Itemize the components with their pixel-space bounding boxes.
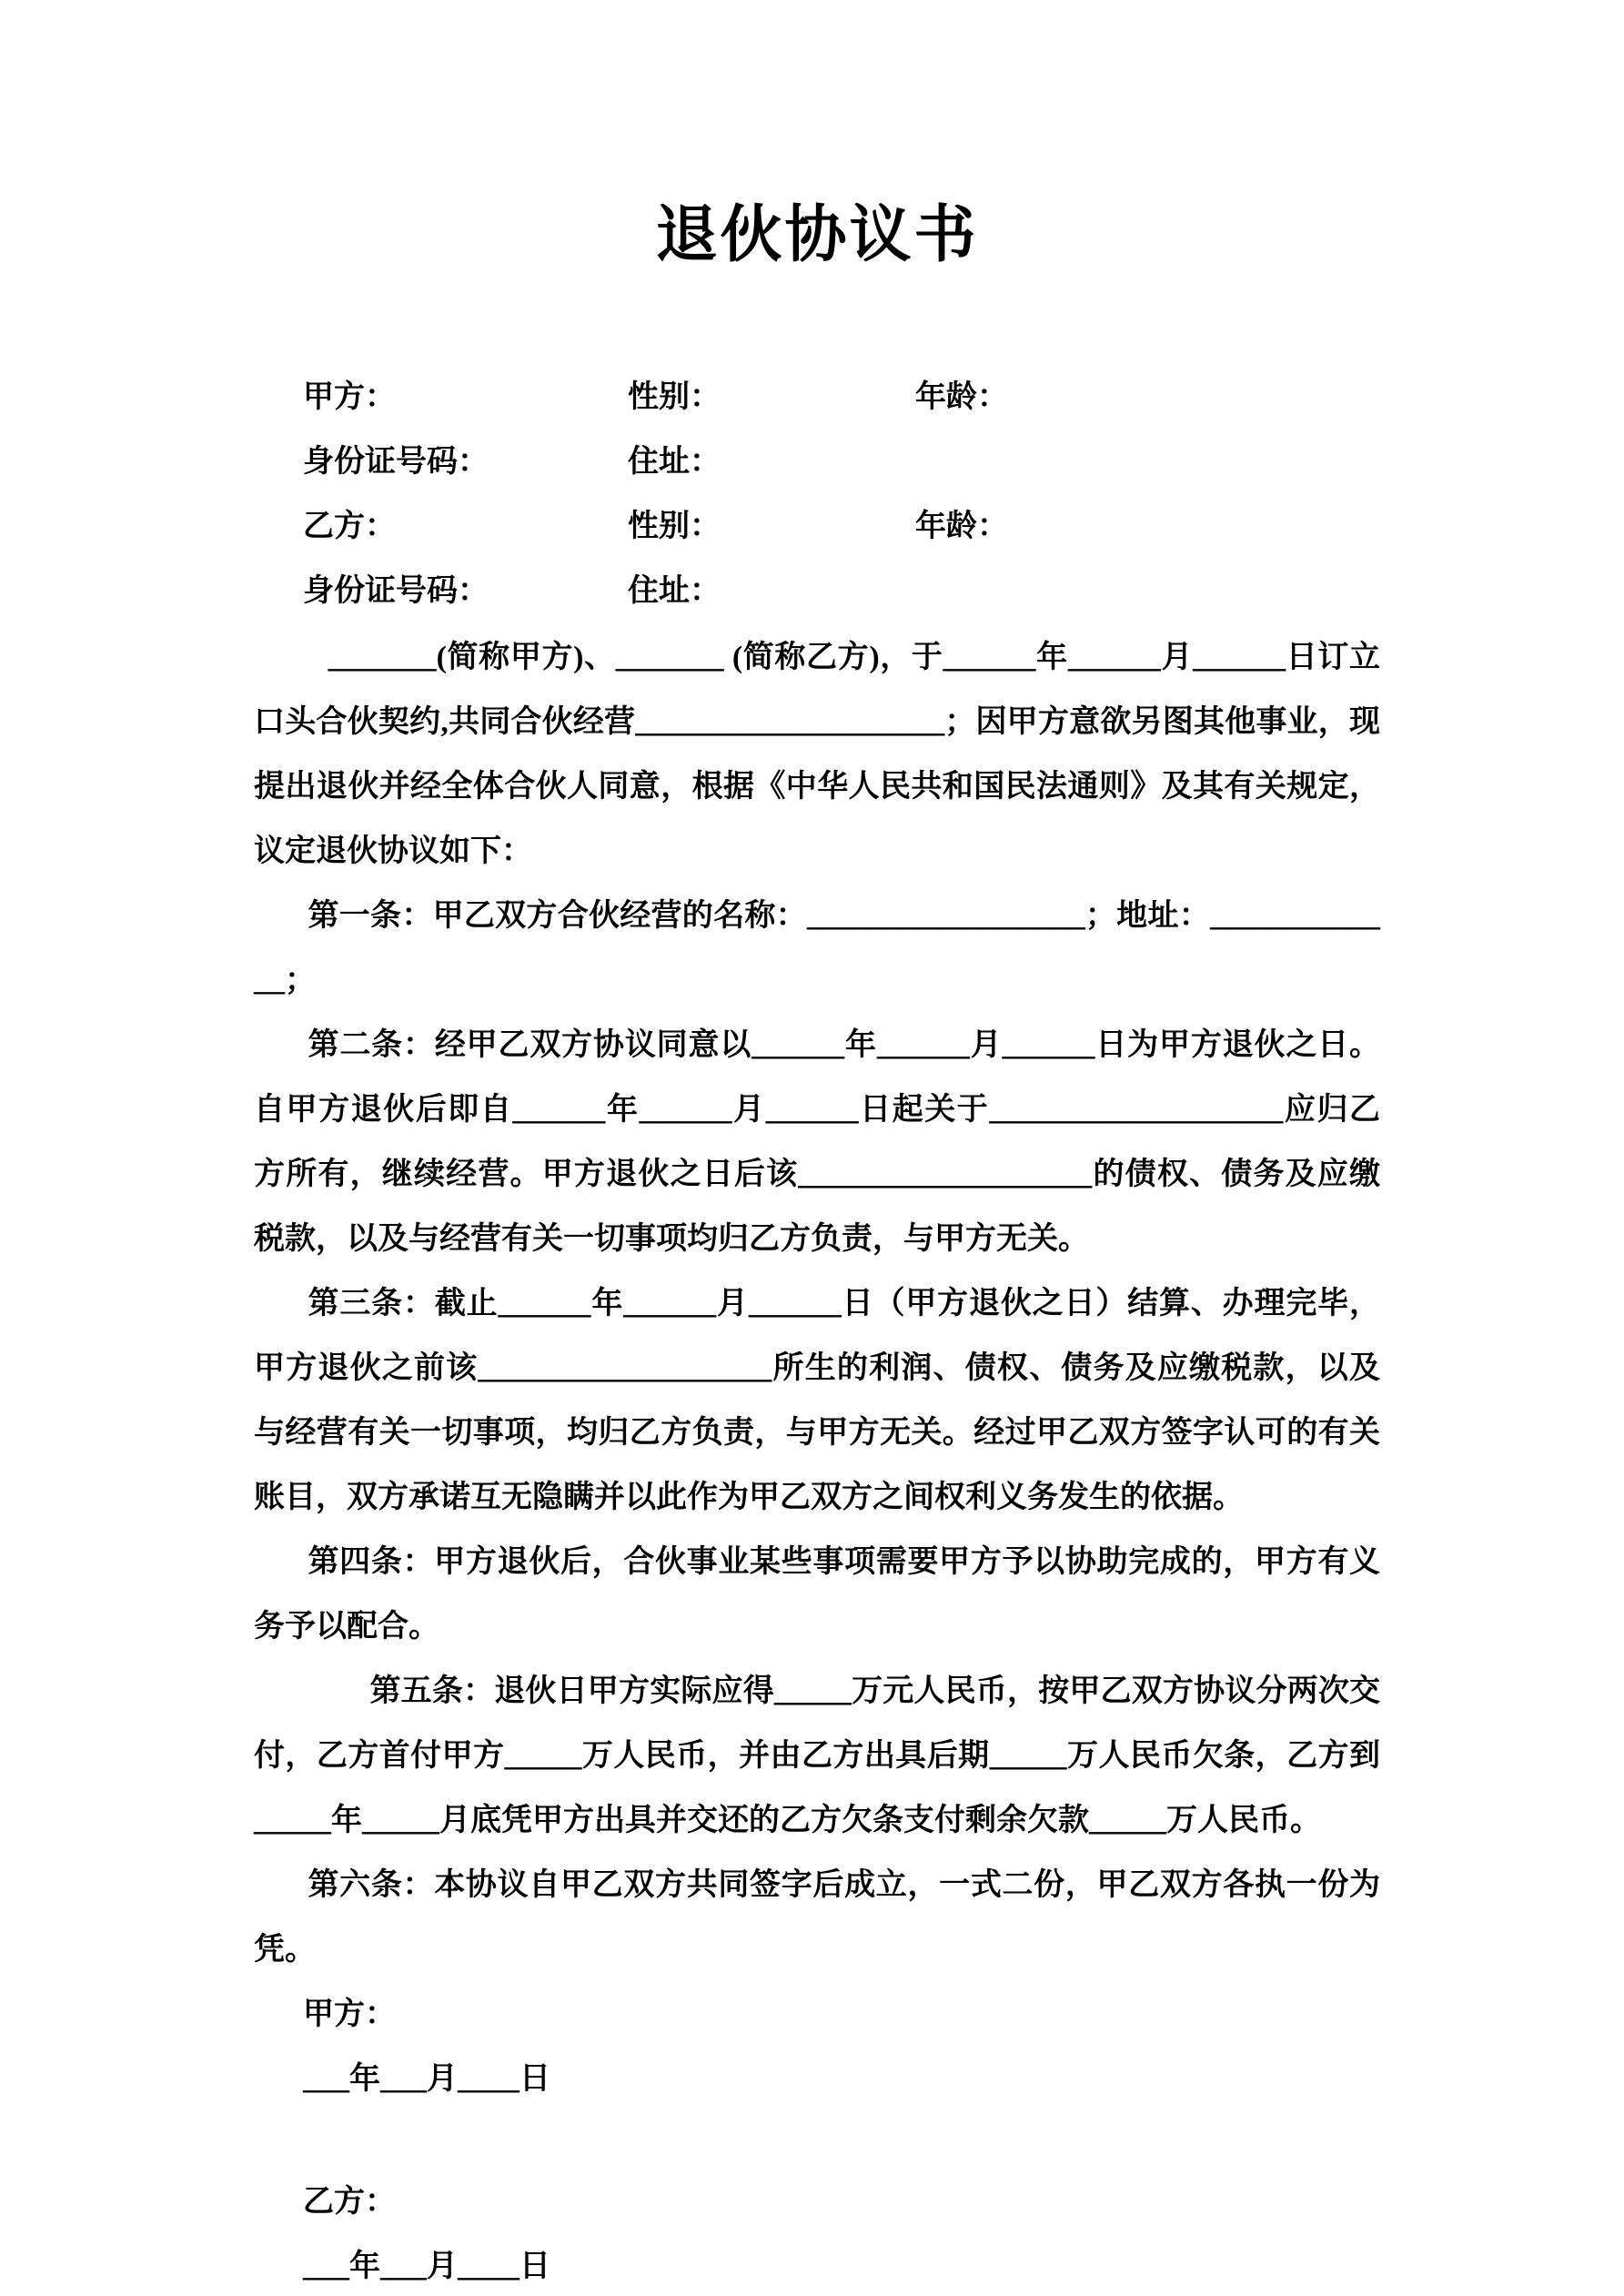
party-a-info-row: [254, 365, 1380, 430]
article-6-paragraph: 第六条：本协议自甲乙双方共同签字后成立，一式二份，甲乙双方各执一份为凭。: [254, 1868, 1380, 1967]
party-a-label: 甲方：: [303, 380, 396, 414]
parties-section: [254, 365, 1380, 623]
party-b-signature-label: 乙方：: [303, 2185, 396, 2219]
party-a-address-label: 住址：: [628, 445, 721, 479]
party-a-gender-label: 性别：: [628, 380, 721, 414]
party-a-id-row: [254, 430, 1380, 494]
party-a-id-label: 身份证号码：: [303, 445, 489, 479]
party-b-gender-label: 性别：: [628, 510, 721, 543]
article-2-paragraph: 第二条：经甲乙双方协议同意以______年______月______日为甲方退伙之日。自甲方退伙后即自______年______月______日起关于___________________应归乙方所有，继续经营。甲方退伙之日后该___________________的债权、债务及应缴税款，以及与经营有关一切事项均归乙方负责，与甲方无关。: [254, 1028, 1380, 1256]
party-a-signature-date: ___年___月____日: [303, 2062, 550, 2096]
party-b-info-row: [254, 494, 1380, 559]
party-a-age-label: 年龄：: [915, 380, 1008, 414]
article-5-paragraph: 第五条：退伙日甲方实际应得_____万元人民币，按甲乙双方协议分两次交付，乙方首付甲方_____万人民币，并由乙方出具后期_____万人民币欠条，乙方到_____年_____月底凭甲方出具并交还的乙方欠条支付剩余欠款_____万人民币。: [254, 1674, 1380, 1837]
party-b-id-row: [254, 559, 1380, 623]
article-3-paragraph: 第三条：截止______年______月______日（甲方退伙之日）结算、办理完毕，甲方退伙之前该___________________所生的利润、债权、债务及应缴税款，以及与经营有关一切事项，均归乙方负责，与甲方无关。经过甲乙双方签字认可的有关账目，双方承诺互无隐瞒并以此作为甲乙双方之间权利义务发生的依据。: [254, 1287, 1380, 1514]
party-b-signature-date: ___年___月____日: [303, 2250, 550, 2283]
party-b-address-label: 住址：: [628, 574, 721, 608]
article-1-paragraph: 第一条：甲乙双方合伙经营的名称：__________________；地址：_____________；: [254, 899, 1380, 997]
signature-section: [254, 1982, 1380, 2296]
party-b-age-label: 年龄：: [915, 510, 1008, 543]
preamble-paragraph: _______(简称甲方)、_______ (简称乙方)，于______年______月______日订立口头合伙契约,共同合伙经营____________________；因甲方意欲另图其他事业，现提出退伙并经全体合伙人同意，根据《中华人民共和国民法通则》及其有关规定，议定退伙协议如下：: [254, 641, 1380, 868]
article-4-paragraph: 第四条：甲方退伙后，合伙事业某些事项需要甲方予以协助完成的，甲方有义务予以配合。: [254, 1545, 1380, 1644]
party-b-id-label: 身份证号码：: [303, 574, 489, 608]
signature-spacer: [254, 2111, 1380, 2170]
party-b-label: 乙方：: [303, 510, 396, 543]
party-a-signature-label: 甲方：: [303, 1998, 396, 2031]
document-title: 退伙协议书: [655, 200, 979, 269]
